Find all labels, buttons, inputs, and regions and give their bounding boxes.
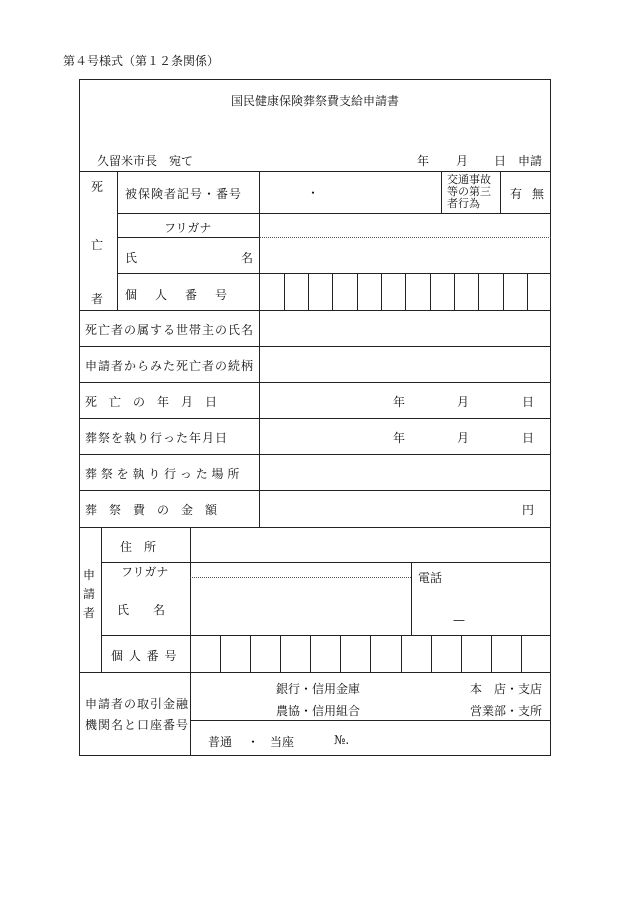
account-type-futsu[interactable]: 普通	[208, 735, 233, 749]
applicant-phone-input[interactable]	[412, 585, 550, 634]
relation-input[interactable]	[260, 347, 550, 381]
funeral-place-input[interactable]	[260, 455, 550, 489]
applicant-address-input[interactable]	[191, 528, 550, 561]
applicant-mynumber-label: 個 人 番 号	[111, 649, 178, 663]
third-party-label-2: 等の第三	[447, 185, 491, 198]
rule	[441, 171, 442, 213]
account-type-toza[interactable]: 当座	[270, 735, 295, 749]
account-number-label: №.	[334, 733, 350, 747]
funeral-month-label: 月	[457, 431, 470, 445]
funeral-year-label: 年	[393, 431, 406, 445]
funeral-cost-input[interactable]	[260, 491, 515, 526]
rule	[117, 237, 259, 238]
addressee: 久留米市長 宛て	[97, 154, 194, 168]
applicant-address-label: 住 所	[120, 540, 157, 554]
apply-day-label: 日	[494, 154, 507, 168]
deceased-name-input[interactable]	[260, 238, 550, 272]
applicant-name-input[interactable]	[191, 579, 410, 634]
householder-label: 死亡者の属する世帯主の氏名	[85, 323, 255, 337]
third-party-yes-option[interactable]: 有	[510, 187, 523, 201]
funeral-day-label: 日	[522, 431, 535, 445]
rule	[117, 171, 118, 310]
insured-number-label: 被保険者記号・番号	[125, 187, 243, 201]
deceased-furigana-label: フリガナ	[164, 221, 212, 235]
apply-month-label: 月	[456, 154, 469, 168]
applicant-side-3: 者	[83, 606, 96, 620]
deceased-side-2: 亡	[91, 238, 104, 252]
applicant-name-label: 氏 名	[117, 603, 166, 617]
deceased-mynumber-label: 個 人 番 号	[125, 288, 231, 302]
death-date-label: 死 亡 の 年 月 日	[85, 395, 218, 409]
deceased-side-1: 死	[91, 180, 104, 194]
rule	[190, 720, 551, 721]
applicant-side-1: 申	[83, 568, 96, 582]
rule	[500, 171, 501, 213]
funeral-cost-unit: 円	[522, 503, 535, 517]
insured-number-separator: ・	[307, 186, 320, 200]
funeral-date-input[interactable]	[260, 419, 390, 453]
applicant-side-2: 請	[83, 587, 96, 601]
form-title: 国民健康保険葬祭費支給申請書	[230, 94, 399, 108]
applicant-phone-dash: —	[453, 613, 465, 627]
death-month-label: 月	[457, 395, 470, 409]
deceased-furigana-input[interactable]	[260, 214, 550, 236]
funeral-cost-label: 葬 祭 費 の 金 額	[85, 503, 218, 517]
rule	[101, 527, 102, 672]
applicant-phone-label: 電話	[418, 571, 443, 585]
bank-label-line1: 申請者の取引金融	[85, 697, 190, 711]
bank-name-input[interactable]	[191, 673, 273, 719]
third-party-no-option[interactable]: 無	[532, 187, 545, 201]
bank-type-option-2[interactable]: 農協・信用組合	[276, 704, 361, 718]
apply-label: 申請	[518, 154, 543, 168]
deceased-name-label-2: 名	[241, 251, 254, 265]
death-day-label: 日	[522, 395, 535, 409]
applicant-furigana-input[interactable]	[191, 563, 410, 576]
relation-label: 申請者からみた死亡者の続柄	[85, 359, 255, 373]
account-number-input[interactable]	[356, 722, 549, 754]
applicant-furigana-divider	[190, 577, 411, 578]
applicant-furigana-label: フリガナ	[121, 565, 169, 579]
branch-option-1[interactable]: 本 店・支店	[470, 682, 543, 696]
insured-number-input[interactable]	[260, 172, 440, 212]
applicant-mynumber-input[interactable]	[191, 636, 550, 671]
third-party-label-3: 者行為	[447, 197, 480, 210]
bank-type-option-1[interactable]: 銀行・信用金庫	[276, 682, 361, 696]
death-date-input[interactable]	[260, 383, 390, 417]
deceased-name-label-1: 氏	[125, 251, 138, 265]
third-party-label-1: 交通事故	[447, 173, 491, 186]
bank-label-line2: 機関名と口座番号	[85, 718, 190, 732]
apply-year-label: 年	[417, 154, 430, 168]
funeral-date-label: 葬祭を執り行った年月日	[85, 431, 229, 445]
account-type-separator: ・	[247, 735, 260, 749]
rule	[79, 672, 551, 673]
funeral-place-label: 葬 祭 を 執 り 行 っ た 場 所	[85, 467, 240, 481]
householder-input[interactable]	[260, 311, 550, 345]
death-year-label: 年	[393, 395, 406, 409]
branch-option-2[interactable]: 営業部・支所	[470, 704, 543, 718]
form-number: 第４号様式（第１２条関係）	[63, 54, 220, 68]
deceased-side-3: 者	[91, 292, 104, 306]
deceased-mynumber-input[interactable]	[260, 274, 550, 309]
